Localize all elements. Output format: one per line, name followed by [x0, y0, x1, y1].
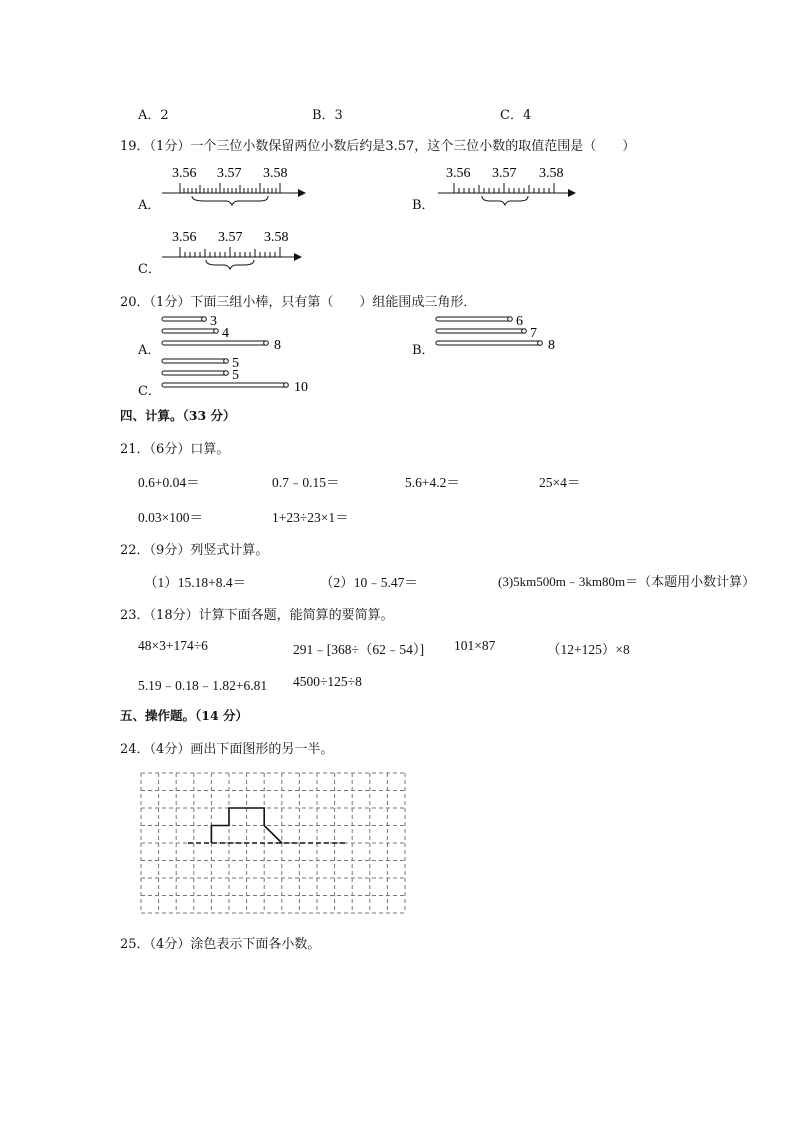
- svg-text:3: 3: [210, 314, 217, 329]
- q24-grid-figure: [140, 772, 408, 918]
- svg-text:3.58: 3.58: [539, 166, 564, 181]
- q20-label-c: C．: [138, 384, 161, 399]
- q21-item: 0.7﹣0.15＝: [272, 475, 340, 490]
- q20-sticks-c: [160, 354, 320, 396]
- q23-stem: 23．（18分）计算下面各题，能简算的要简算。: [120, 608, 394, 623]
- svg-text:4: 4: [222, 326, 229, 341]
- svg-text:7: 7: [530, 326, 537, 341]
- q21-item: 0.03×100＝: [138, 510, 203, 525]
- q23-item: 48×3+174÷6: [138, 638, 208, 653]
- q18-option-b: B．3: [312, 108, 343, 123]
- q21-item: 0.6+0.04＝: [138, 475, 200, 490]
- q19-number-line-c: [160, 227, 310, 277]
- q19-number-line-a: [160, 163, 310, 213]
- section-4-title: 四、计算。（33 分）: [120, 408, 236, 423]
- q19-stem: 19．（1分）一个三位小数保留两位小数后约是3.57，这个三位小数的取值范围是（ ）: [120, 139, 636, 154]
- svg-text:3.56: 3.56: [446, 166, 471, 181]
- q23-item: 4500÷125÷8: [293, 674, 362, 689]
- tick-label-3.58: 3.58: [263, 166, 288, 181]
- svg-text:3.56: 3.56: [172, 230, 197, 245]
- q22-item-1: （1）15.18+8.4＝: [144, 575, 247, 590]
- q23-item: 101×87: [454, 638, 496, 653]
- q23-item: 5.19﹣0.18﹣1.82+6.81: [138, 678, 268, 693]
- q20-label-a: A．: [138, 343, 161, 358]
- q21-stem: 21．（6分）口算。: [120, 442, 230, 457]
- q18-option-a: A．2: [138, 108, 169, 123]
- q22-stem: 22．（9分）列竖式计算。: [120, 543, 269, 558]
- q19-number-line-b: [436, 163, 586, 213]
- q20-sticks-a: [160, 312, 290, 354]
- q22-item-3: (3)5km500m﹣3km80m＝（本题用小数计算）: [498, 574, 756, 589]
- svg-text:8: 8: [548, 338, 555, 353]
- q19-label-c: C．: [138, 262, 161, 277]
- svg-text:3.57: 3.57: [492, 166, 517, 181]
- q20-sticks-b: [434, 312, 564, 354]
- q22-item-2: （2）10﹣5.47＝: [320, 575, 418, 590]
- q21-item: 25×4＝: [539, 475, 581, 490]
- svg-text:6: 6: [516, 314, 523, 329]
- section-5-title: 五、操作题。（14 分）: [120, 708, 248, 723]
- q20-stem: 20．（1分）下面三组小棒，只有第（ ）组能围成三角形．: [120, 295, 477, 310]
- svg-text:5: 5: [232, 356, 239, 371]
- q21-item: 1+23÷23×1＝: [272, 510, 349, 525]
- q24-stem: 24．（4分）画出下面图形的另一半。: [120, 742, 334, 757]
- tick-label-3.57: 3.57: [217, 166, 242, 181]
- svg-text:10: 10: [294, 380, 308, 395]
- q18-option-c: C．4: [500, 108, 532, 123]
- svg-text:5: 5: [232, 368, 239, 383]
- tick-label-3.56: 3.56: [172, 166, 197, 181]
- q23-item: （12+125）×8: [547, 642, 630, 657]
- q19-label-a: A．: [138, 198, 161, 213]
- q21-item: 5.6+4.2＝: [405, 475, 460, 490]
- q19-label-b: B．: [412, 198, 435, 213]
- q23-item: 291﹣[368÷（62﹣54）]: [293, 642, 425, 657]
- number-line-ticks: [180, 183, 280, 193]
- q20-label-b: B．: [412, 343, 435, 358]
- svg-text:3.57: 3.57: [218, 230, 243, 245]
- svg-text:3.58: 3.58: [264, 230, 289, 245]
- q25-stem: 25．（4分）涂色表示下面各小数。: [120, 937, 321, 952]
- svg-text:8: 8: [274, 338, 281, 353]
